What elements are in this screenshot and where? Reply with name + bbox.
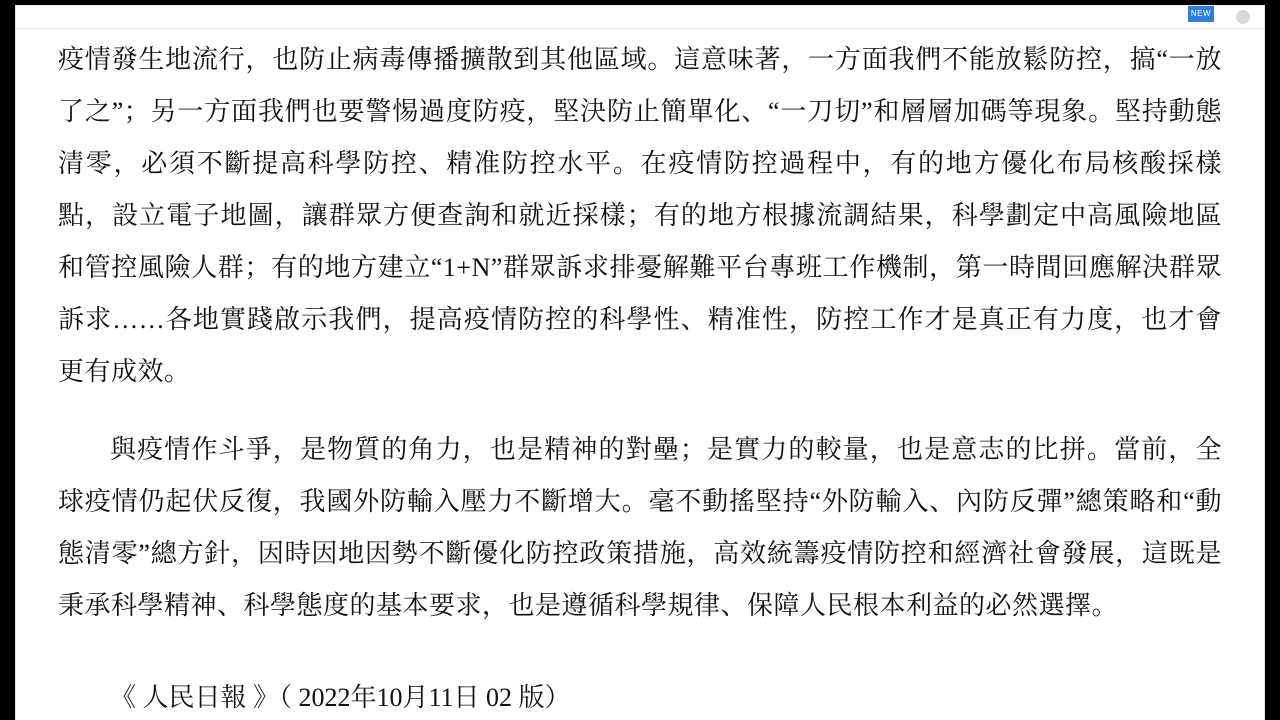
new-badge: NEW (1188, 6, 1214, 22)
article-body (16, 28, 1264, 720)
document-page (16, 6, 1264, 720)
paragraph: 疫情發生地流行，也防止病毒傳播擴散到其他區域。這意味著，一方面我們不能放鬆防控，搞“一放了之”；另一方面我們也要警惕過度防疫，堅決防止簡單化、“一刀切”和層層加碼等現象。堅持動態清零，必須不斷提高科學防控、精准防控水平。在疫情防控過程中，有的地方優化布局核酸採樣點，設立電子地圖，讓群眾方便查詢和就近採樣；有的地方根據流調結果，科學劃定中高風險地區和管控風險人群；有的地方建立“1+N”群眾訴求排憂解難平台專班工作機制，第一時間回應解決群眾訴求……各地實踐啟示我們，提高疫情防控的科學性、精准性，防控工作才是真正有力度，也才會更有成效。 (58, 45, 1222, 386)
avatar-icon[interactable] (1236, 10, 1250, 24)
paragraph: 與疫情作斗爭，是物質的角力，也是精神的對壘；是實力的較量，也是意志的比拼。當前，全球疫情仍起伏反復，我國外防輸入壓力不斷增大。毫不動搖堅持“外防輸入、內防反彈”總策略和“動態清零”總方針，因時因地因勢不斷優化防控政策措施，高效統籌疫情防控和經濟社會發展，這既是秉承科學精神、科學態度的基本要求，也是遵循科學規律、保障人民根本利益的必然選擇。 (58, 435, 1222, 620)
top-chrome-strip (16, 6, 1264, 29)
source-line: 《 人民日報 》（ 2022年10月11日 02 版） (110, 683, 571, 712)
